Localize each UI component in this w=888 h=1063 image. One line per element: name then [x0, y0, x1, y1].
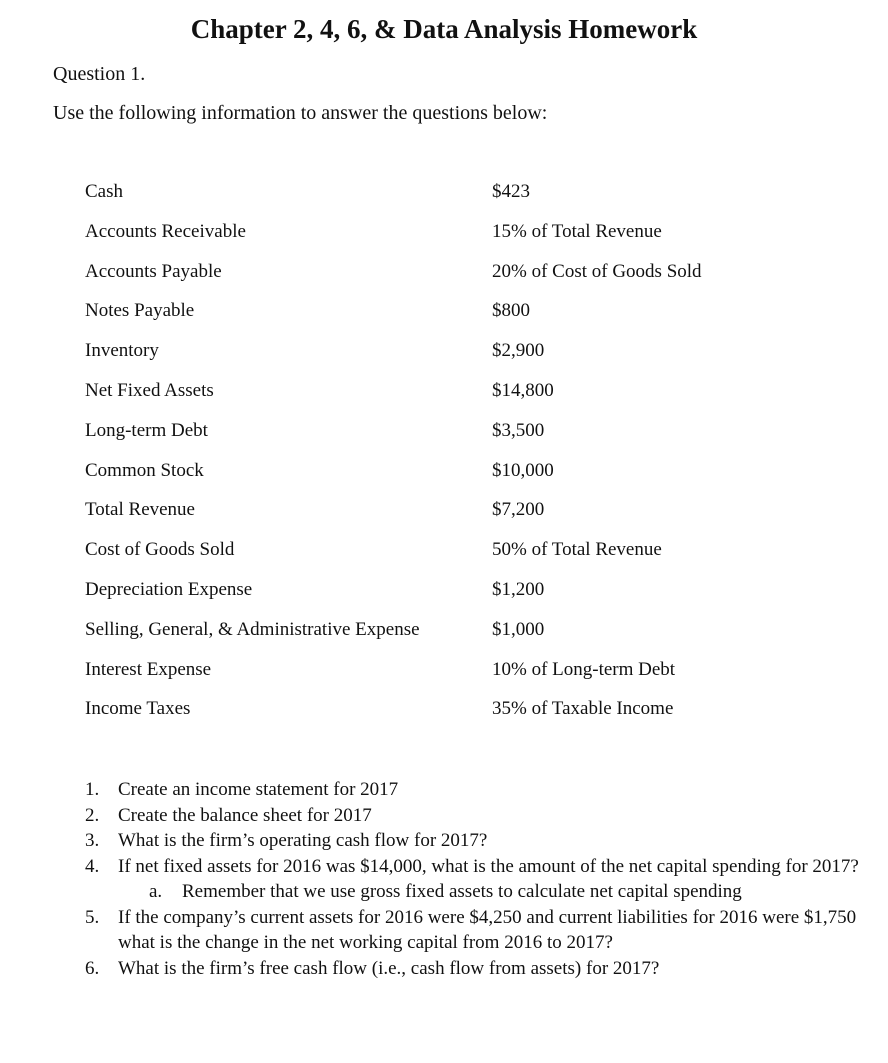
info-row [85, 496, 825, 536]
list-text: If the company’s current assets for 2016 were $4,250 and current liabilities for 2016 were $1,750 what is the change in the net working capital from 2016 to 2017? [118, 906, 857, 953]
info-row [85, 178, 825, 218]
info-value: $14,800 [492, 379, 554, 401]
list-item [85, 956, 875, 982]
page-title: Chapter 2, 4, 6, & Data Analysis Homework [190, 14, 698, 44]
info-table [85, 178, 825, 735]
list-item [85, 854, 875, 880]
info-value: $800 [492, 300, 530, 322]
info-row [85, 616, 825, 656]
info-label: Common Stock [85, 459, 204, 481]
info-label: Cost of Goods Sold [85, 539, 235, 561]
question-list [85, 777, 875, 981]
list-text: What is the firm’s free cash flow (i.e., cash flow from assets) for 2017? [118, 957, 660, 979]
info-row [85, 656, 825, 696]
info-value: 10% of Long-term Debt [492, 658, 676, 680]
list-text: Create an income statement for 2017 [118, 779, 399, 800]
info-value: $7,200 [492, 499, 545, 521]
list-number: 3. [85, 830, 100, 851]
info-label: Total Revenue [85, 499, 195, 521]
info-row [85, 258, 825, 298]
sub-list-text: Remember that we use gross fixed assets to calculate net capital spending [182, 881, 742, 902]
info-value: 20% of Cost of Goods Sold [492, 260, 702, 282]
info-row [85, 297, 825, 337]
info-value: $1,000 [492, 618, 545, 640]
info-row [85, 576, 825, 616]
intro-text: Use the following information to answer the questions below: [53, 102, 548, 124]
info-label: Inventory [85, 340, 159, 362]
sub-list-letter: a. [149, 881, 163, 902]
info-row [85, 457, 825, 497]
list-number: 5. [85, 906, 100, 928]
list-item [85, 905, 875, 956]
list-number: 6. [85, 957, 100, 979]
list-number: 1. [85, 779, 100, 800]
list-number: 4. [85, 855, 100, 877]
sub-list-item [85, 879, 875, 905]
info-value: $423 [492, 181, 530, 202]
info-label: Depreciation Expense [85, 578, 253, 600]
info-label: Accounts Payable [85, 260, 222, 282]
info-label: Cash [85, 181, 123, 202]
info-row [85, 377, 825, 417]
info-label: Income Taxes [85, 698, 191, 720]
info-value: 50% of Total Revenue [492, 539, 662, 561]
info-value: $3,500 [492, 419, 545, 441]
list-item [85, 803, 875, 829]
list-text: If net fixed assets for 2016 was $14,000, what is the amount of the net capital spending for 2017? [118, 855, 859, 877]
info-value: 15% of Total Revenue [492, 220, 662, 242]
info-label: Notes Payable [85, 300, 195, 322]
info-row [85, 536, 825, 576]
list-text: What is the firm’s operating cash flow for 2017? [118, 830, 488, 851]
info-label: Interest Expense [85, 658, 212, 680]
info-value: $10,000 [492, 459, 554, 481]
list-text: Create the balance sheet for 2017 [118, 804, 372, 826]
info-row [85, 218, 825, 258]
info-label: Long-term Debt [85, 419, 208, 441]
info-value: $1,200 [492, 578, 545, 600]
list-item [85, 777, 875, 803]
question-label: Question 1. [53, 63, 146, 85]
list-item [85, 828, 875, 854]
info-value: $2,900 [492, 340, 545, 362]
info-row [85, 695, 825, 735]
info-row [85, 337, 825, 377]
list-number: 2. [85, 804, 100, 826]
info-label: Net Fixed Assets [85, 379, 214, 401]
info-value: 35% of Taxable Income [492, 698, 674, 720]
info-label: Accounts Receivable [85, 220, 246, 242]
info-row [85, 417, 825, 457]
info-label: Selling, General, & Administrative Expense [85, 618, 420, 640]
